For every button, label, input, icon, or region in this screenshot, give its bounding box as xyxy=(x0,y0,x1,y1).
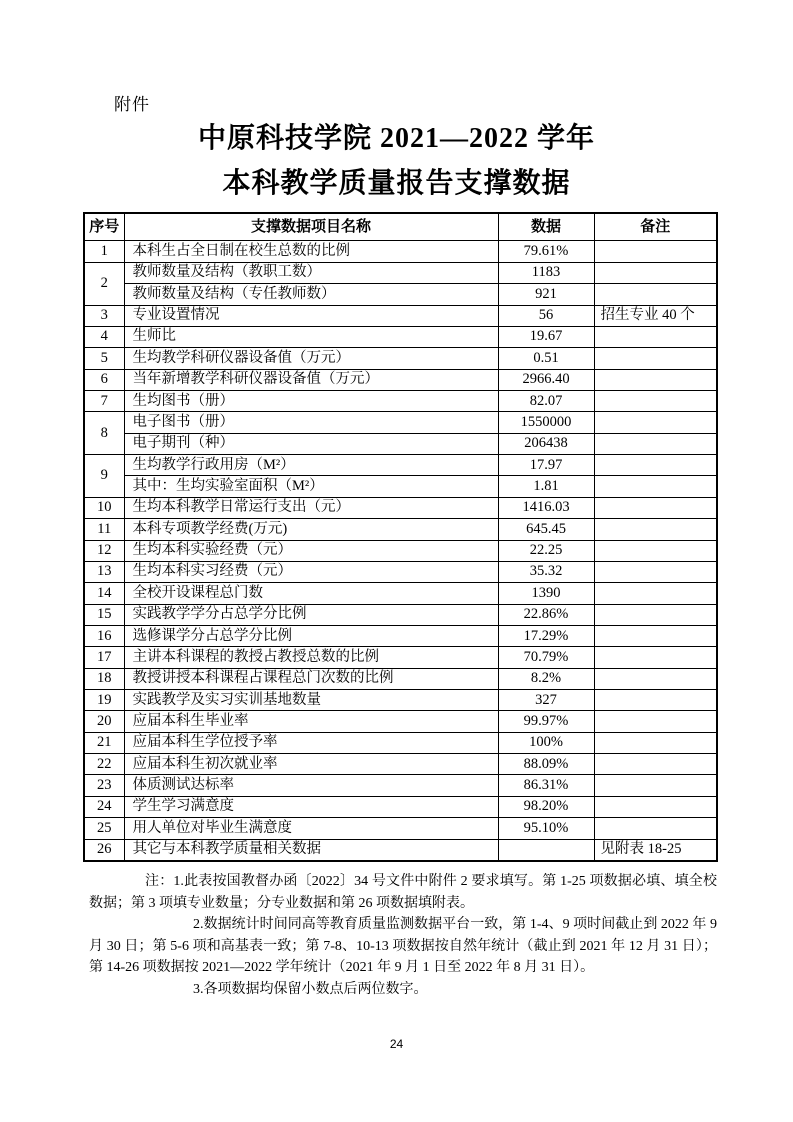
cell-item-name: 学生学习满意度 xyxy=(124,796,498,817)
table-row xyxy=(84,348,717,369)
cell-item-value: 206438 xyxy=(498,433,594,454)
table-row xyxy=(84,839,717,861)
cell-item-value: 645.45 xyxy=(498,519,594,540)
cell-item-note xyxy=(594,519,717,540)
cell-row-no: 23 xyxy=(84,775,124,796)
cell-item-note xyxy=(594,497,717,518)
cell-item-value: 35.32 xyxy=(498,561,594,582)
title-line-2: 本科教学质量报告支撑数据 xyxy=(222,168,571,199)
cell-item-value: 56 xyxy=(498,305,594,326)
cell-item-note xyxy=(594,796,717,817)
cell-item-value: 70.79% xyxy=(498,647,594,668)
cell-item-note xyxy=(594,455,717,476)
cell-row-no: 20 xyxy=(84,711,124,732)
header-cell-value: 数据 xyxy=(498,213,594,241)
cell-item-note xyxy=(594,647,717,668)
cell-item-note xyxy=(594,583,717,604)
table-header-row xyxy=(84,213,717,241)
cell-item-value: 1416.03 xyxy=(498,497,594,518)
cell-item-note xyxy=(594,668,717,689)
cell-item-note xyxy=(594,476,717,497)
table-row xyxy=(84,818,717,839)
cell-item-name: 生均本科教学日常运行支出（元） xyxy=(124,497,498,518)
cell-item-name: 其它与本科教学质量相关数据 xyxy=(124,839,498,861)
table-row xyxy=(84,412,717,433)
cell-item-note xyxy=(594,625,717,646)
cell-item-note xyxy=(594,711,717,732)
cell-row-no: 5 xyxy=(84,348,124,369)
attachment-label: 附件 xyxy=(114,95,150,114)
cell-item-name: 应届本科生学位授予率 xyxy=(124,732,498,753)
table-row xyxy=(84,583,717,604)
cell-item-note xyxy=(594,241,717,262)
cell-row-no: 13 xyxy=(84,561,124,582)
table-row xyxy=(84,262,717,283)
table-row xyxy=(84,561,717,582)
page-number: 24 xyxy=(389,1037,404,1051)
cell-item-value: 1.81 xyxy=(498,476,594,497)
cell-item-value: 1183 xyxy=(498,262,594,283)
cell-item-name: 全校开设课程总门数 xyxy=(124,583,498,604)
table-row xyxy=(84,754,717,775)
cell-row-no: 14 xyxy=(84,583,124,604)
table-row xyxy=(84,604,717,625)
cell-item-name: 应届本科生毕业率 xyxy=(124,711,498,732)
cell-item-name: 其中：生均实验室面积（M²） xyxy=(124,476,498,497)
cell-row-no: 24 xyxy=(84,796,124,817)
cell-item-name: 电子图书（册） xyxy=(124,412,498,433)
cell-item-note xyxy=(594,604,717,625)
cell-row-no: 7 xyxy=(84,390,124,411)
cell-item-name: 本科生占全日制在校生总数的比例 xyxy=(124,241,498,262)
cell-item-value: 86.31% xyxy=(498,775,594,796)
cell-item-name: 用人单位对毕业生满意度 xyxy=(124,818,498,839)
cell-row-no: 6 xyxy=(84,369,124,390)
cell-row-no: 11 xyxy=(84,519,124,540)
cell-row-no: 9 xyxy=(84,455,124,498)
cell-row-no: 18 xyxy=(84,668,124,689)
cell-item-value: 88.09% xyxy=(498,754,594,775)
cell-row-no: 10 xyxy=(84,497,124,518)
cell-item-name: 生均图书（册） xyxy=(124,390,498,411)
cell-row-no: 2 xyxy=(84,262,124,305)
cell-item-value: 1390 xyxy=(498,583,594,604)
table-row xyxy=(84,690,717,711)
cell-item-value: 82.07 xyxy=(498,390,594,411)
cell-item-name: 当年新增教学科研仪器设备值（万元） xyxy=(124,369,498,390)
cell-item-note xyxy=(594,433,717,454)
table-row xyxy=(84,625,717,646)
cell-item-name: 选修课学分占总学分比例 xyxy=(124,625,498,646)
cell-item-value: 98.20% xyxy=(498,796,594,817)
cell-item-value xyxy=(498,839,594,861)
note-paragraph-1: 注：1.此表按国教督办函〔2022〕34 号文件中附件 2 要求填写。第 1-25 项数据必填、填全校数据；第 3 项填专业数量；分专业数据和第 26 项数据填附表。 xyxy=(89,874,717,911)
cell-item-value: 1550000 xyxy=(498,412,594,433)
table-row xyxy=(84,519,717,540)
cell-row-no: 19 xyxy=(84,690,124,711)
cell-row-no: 21 xyxy=(84,732,124,753)
cell-item-name: 教师数量及结构（专任教师数） xyxy=(124,284,498,305)
table-row xyxy=(84,796,717,817)
cell-item-note xyxy=(594,369,717,390)
note-paragraph-3: 3.各项数据均保留小数点后两位数字。 xyxy=(193,981,428,997)
cell-item-note xyxy=(594,818,717,839)
cell-item-note xyxy=(594,561,717,582)
cell-row-no: 12 xyxy=(84,540,124,561)
header-cell-note: 备注 xyxy=(594,213,717,241)
cell-item-value: 100% xyxy=(498,732,594,753)
header-cell-name: 支撑数据项目名称 xyxy=(124,213,498,241)
cell-row-no: 3 xyxy=(84,305,124,326)
note-paragraph-2: 2.数据统计时间同高等教育质量监测数据平台一致，第 1-4、9 项时间截止到 2022 年 9 月 30 日；第 5-6 项和高基表一致；第 7-8、10-13 项数据按自然年统计（截止到 2021 年 12 月 31 日）；第 14-26 项数据按 2021—2022 学年统计（2021 年 9 月 1 日至 2022 年 8 月 31 日）。 xyxy=(89,917,718,975)
cell-item-name: 实践教学学分占总学分比例 xyxy=(124,604,498,625)
cell-item-name: 实践教学及实习实训基地数量 xyxy=(124,690,498,711)
cell-item-note xyxy=(594,732,717,753)
cell-item-name: 教授讲授本科课程占课程总门次数的比例 xyxy=(124,668,498,689)
cell-item-value: 95.10% xyxy=(498,818,594,839)
cell-item-value: 327 xyxy=(498,690,594,711)
cell-item-value: 0.51 xyxy=(498,348,594,369)
cell-item-name: 本科专项教学经费(万元) xyxy=(124,519,498,540)
cell-item-note xyxy=(594,412,717,433)
table-row xyxy=(84,390,717,411)
cell-item-name: 生师比 xyxy=(124,326,498,347)
table-row xyxy=(84,326,717,347)
table-row xyxy=(84,455,717,476)
cell-item-value: 2966.40 xyxy=(498,369,594,390)
cell-item-value: 8.2% xyxy=(498,668,594,689)
cell-item-note xyxy=(594,754,717,775)
cell-row-no: 1 xyxy=(84,241,124,262)
cell-item-name: 生均教学科研仪器设备值（万元） xyxy=(124,348,498,369)
cell-item-note: 见附表 18-25 xyxy=(594,839,717,861)
cell-row-no: 22 xyxy=(84,754,124,775)
cell-item-name: 教师数量及结构（教职工数） xyxy=(124,262,498,283)
cell-item-name: 电子期刊（种） xyxy=(124,433,498,454)
cell-item-value: 921 xyxy=(498,284,594,305)
cell-item-note xyxy=(594,390,717,411)
document-title xyxy=(0,116,793,206)
table-row xyxy=(84,476,717,497)
cell-item-note xyxy=(594,775,717,796)
cell-item-name: 生均本科实验经费（元） xyxy=(124,540,498,561)
cell-item-name: 体质测试达标率 xyxy=(124,775,498,796)
table-row xyxy=(84,241,717,262)
cell-item-value: 17.97 xyxy=(498,455,594,476)
cell-item-note xyxy=(594,690,717,711)
cell-item-name: 专业设置情况 xyxy=(124,305,498,326)
cell-row-no: 16 xyxy=(84,625,124,646)
title-line-1: 中原科技学院 2021—2022 学年 xyxy=(197,123,595,154)
table-row xyxy=(84,711,717,732)
cell-item-value: 79.61% xyxy=(498,241,594,262)
cell-item-value: 17.29% xyxy=(498,625,594,646)
table-row xyxy=(84,369,717,390)
cell-row-no: 15 xyxy=(84,604,124,625)
support-data-table xyxy=(83,212,718,862)
cell-item-value: 99.97% xyxy=(498,711,594,732)
cell-item-name: 主讲本科课程的教授占教授总数的比例 xyxy=(124,647,498,668)
cell-item-note: 招生专业 40 个 xyxy=(594,305,717,326)
cell-item-name: 生均本科实习经费（元） xyxy=(124,561,498,582)
cell-item-value: 22.86% xyxy=(498,604,594,625)
cell-row-no: 25 xyxy=(84,818,124,839)
table-row xyxy=(84,433,717,454)
table-row xyxy=(84,497,717,518)
cell-item-note xyxy=(594,348,717,369)
table-row xyxy=(84,732,717,753)
cell-item-note xyxy=(594,284,717,305)
table-row xyxy=(84,775,717,796)
cell-row-no: 8 xyxy=(84,412,124,455)
cell-item-name: 生均教学行政用房（M²） xyxy=(124,455,498,476)
cell-row-no: 17 xyxy=(84,647,124,668)
header-cell-no: 序号 xyxy=(84,213,124,241)
table-row xyxy=(84,647,717,668)
table-row xyxy=(84,284,717,305)
table-row xyxy=(84,540,717,561)
table-row xyxy=(84,305,717,326)
cell-item-note xyxy=(594,326,717,347)
notes-section xyxy=(89,871,717,1000)
table-row xyxy=(84,668,717,689)
cell-row-no: 4 xyxy=(84,326,124,347)
cell-item-value: 19.67 xyxy=(498,326,594,347)
cell-item-value: 22.25 xyxy=(498,540,594,561)
cell-row-no: 26 xyxy=(84,839,124,861)
cell-item-note xyxy=(594,540,717,561)
cell-item-name: 应届本科生初次就业率 xyxy=(124,754,498,775)
cell-item-note xyxy=(594,262,717,283)
